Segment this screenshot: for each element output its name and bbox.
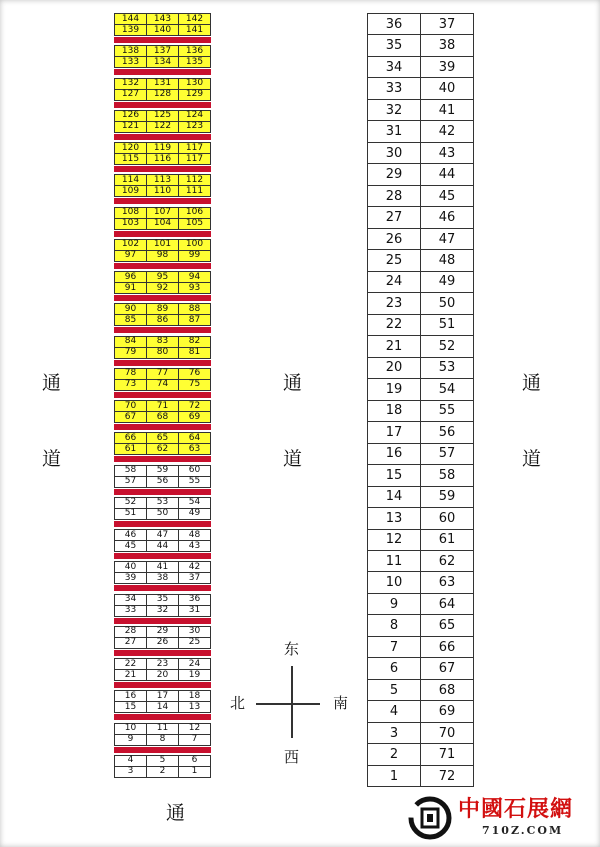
booth-cell: 37 [420, 13, 474, 35]
booth-cell: 10 [114, 723, 147, 735]
booth-cell: 63 [420, 571, 474, 593]
booth-cell: 124 [178, 110, 211, 122]
row-separator [114, 747, 211, 753]
booth-cell: 23 [367, 292, 421, 314]
booth-cell: 86 [146, 314, 179, 326]
booth-cell: 32 [146, 605, 179, 617]
booth-cell: 85 [114, 314, 147, 326]
row-separator [114, 360, 211, 366]
booth-cell: 69 [178, 411, 211, 423]
booth-cell: 8 [367, 614, 421, 636]
booth-cell: 134 [146, 56, 179, 68]
booth-cell: 129 [178, 89, 211, 101]
compass-horizontal-line [256, 703, 320, 705]
booth-cell: 142 [178, 13, 211, 25]
row-separator [114, 521, 211, 527]
row-separator [114, 489, 211, 495]
aisle-label-char: 通 [283, 372, 303, 394]
booth-cell: 79 [114, 347, 147, 359]
booth-cell: 24 [178, 658, 211, 670]
booth-cell: 117 [178, 153, 211, 165]
booth-cell: 132 [114, 78, 147, 90]
booth-cell: 82 [178, 336, 211, 348]
booth-cell: 18 [367, 400, 421, 422]
booth-cell: 137 [146, 45, 179, 57]
booth-cell: 57 [114, 476, 147, 488]
booth-cell: 46 [420, 206, 474, 228]
row-separator [114, 456, 211, 462]
booth-cell: 116 [146, 153, 179, 165]
booth-cell: 43 [178, 540, 211, 552]
booth-cell: 51 [420, 314, 474, 336]
booth-cell: 58 [420, 464, 474, 486]
row-separator [114, 327, 211, 333]
booth-cell: 111 [178, 185, 211, 197]
bottom-aisle-label: 通 [166, 802, 186, 824]
booth-cell: 45 [420, 185, 474, 207]
booth-cell: 29 [367, 163, 421, 185]
booth-cell: 27 [367, 206, 421, 228]
booth-cell: 90 [114, 303, 147, 315]
aisle-label-char: 通 [522, 372, 542, 394]
booth-cell: 55 [178, 476, 211, 488]
booth-cell: 64 [178, 432, 211, 444]
booth-cell: 20 [146, 669, 179, 681]
row-separator [114, 69, 211, 75]
booth-cell: 39 [114, 572, 147, 584]
booth-cell: 83 [146, 336, 179, 348]
booth-cell: 42 [178, 561, 211, 573]
booth-cell: 31 [178, 605, 211, 617]
booth-cell: 74 [146, 379, 179, 391]
booth-cell: 22 [114, 658, 147, 670]
booth-cell: 24 [367, 271, 421, 293]
booth-cell: 37 [178, 572, 211, 584]
compass-east-label: 东 [284, 640, 300, 658]
row-separator [114, 650, 211, 656]
booth-cell: 84 [114, 336, 147, 348]
booth-cell: 113 [146, 174, 179, 186]
booth-cell: 9 [114, 734, 147, 746]
booth-cell: 108 [114, 207, 147, 219]
booth-cell: 103 [114, 218, 147, 230]
booth-cell: 88 [178, 303, 211, 315]
booth-cell: 109 [114, 185, 147, 197]
booth-cell: 110 [146, 185, 179, 197]
booth-cell: 18 [178, 690, 211, 702]
booth-cell: 140 [146, 24, 179, 36]
row-separator [114, 198, 211, 204]
booth-cell: 38 [146, 572, 179, 584]
booth-cell: 63 [178, 443, 211, 455]
booth-cell: 57 [420, 443, 474, 465]
booth-cell: 66 [420, 636, 474, 658]
compass-vertical-line [291, 666, 293, 738]
booth-cell: 2 [367, 743, 421, 765]
booth-cell: 78 [114, 368, 147, 380]
booth-cell: 34 [367, 56, 421, 78]
booth-cell: 35 [146, 594, 179, 606]
booth-cell: 21 [114, 669, 147, 681]
booth-cell: 70 [420, 722, 474, 744]
booth-cell: 4 [114, 755, 147, 767]
booth-cell: 15 [114, 701, 147, 713]
booth-cell: 29 [146, 626, 179, 638]
aisle-label-char: 道 [283, 448, 303, 470]
booth-cell: 15 [367, 464, 421, 486]
booth-cell: 115 [114, 153, 147, 165]
booth-cell: 100 [178, 239, 211, 251]
booth-cell: 47 [146, 529, 179, 541]
booth-cell: 55 [420, 400, 474, 422]
booth-cell: 49 [420, 271, 474, 293]
booth-cell: 13 [178, 701, 211, 713]
booth-cell: 14 [367, 486, 421, 508]
booth-cell: 7 [367, 636, 421, 658]
booth-cell: 117 [178, 142, 211, 154]
booth-cell: 71 [146, 400, 179, 412]
row-separator [114, 682, 211, 688]
booth-cell: 27 [114, 637, 147, 649]
booth-cell: 58 [114, 465, 147, 477]
row-separator [114, 585, 211, 591]
booth-cell: 41 [420, 99, 474, 121]
booth-cell: 70 [114, 400, 147, 412]
logo-seal-icon [408, 796, 452, 840]
booth-cell: 68 [420, 679, 474, 701]
booth-cell: 144 [114, 13, 147, 25]
booth-cell: 47 [420, 228, 474, 250]
booth-cell: 52 [420, 335, 474, 357]
booth-cell: 44 [420, 163, 474, 185]
booth-cell: 2 [146, 766, 179, 778]
booth-cell: 51 [114, 508, 147, 520]
booth-cell: 136 [178, 45, 211, 57]
booth-cell: 73 [114, 379, 147, 391]
booth-cell: 120 [114, 142, 147, 154]
booth-cell: 52 [114, 497, 147, 509]
booth-cell: 123 [178, 121, 211, 133]
booth-cell: 45 [114, 540, 147, 552]
booth-cell: 122 [146, 121, 179, 133]
booth-cell: 1 [178, 766, 211, 778]
booth-cell: 30 [367, 142, 421, 164]
booth-cell: 42 [420, 120, 474, 142]
booth-cell: 77 [146, 368, 179, 380]
booth-cell: 81 [178, 347, 211, 359]
booth-cell: 28 [114, 626, 147, 638]
booth-cell: 53 [146, 497, 179, 509]
booth-cell: 76 [178, 368, 211, 380]
booth-cell: 49 [178, 508, 211, 520]
booth-cell: 125 [146, 110, 179, 122]
compass-north-label: 北 [230, 694, 246, 712]
booth-cell: 133 [114, 56, 147, 68]
booth-cell: 141 [178, 24, 211, 36]
booth-cell: 23 [146, 658, 179, 670]
booth-cell: 62 [420, 550, 474, 572]
booth-cell: 114 [114, 174, 147, 186]
booth-cell: 34 [114, 594, 147, 606]
booth-cell: 19 [178, 669, 211, 681]
booth-cell: 126 [114, 110, 147, 122]
booth-cell: 6 [178, 755, 211, 767]
booth-cell: 25 [178, 637, 211, 649]
booth-cell: 64 [420, 593, 474, 615]
row-separator [114, 424, 211, 430]
booth-cell: 3 [367, 722, 421, 744]
row-separator [114, 166, 211, 172]
row-separator [114, 102, 211, 108]
booth-cell: 56 [420, 421, 474, 443]
booth-cell: 21 [367, 335, 421, 357]
row-separator [114, 231, 211, 237]
booth-cell: 96 [114, 271, 147, 283]
booth-cell: 26 [367, 228, 421, 250]
booth-cell: 4 [367, 700, 421, 722]
booth-cell: 112 [178, 174, 211, 186]
booth-cell: 43 [420, 142, 474, 164]
booth-cell: 102 [114, 239, 147, 251]
booth-cell: 59 [146, 465, 179, 477]
booth-cell: 72 [420, 765, 474, 787]
booth-cell: 66 [114, 432, 147, 444]
booth-cell: 60 [178, 465, 211, 477]
booth-cell: 38 [420, 34, 474, 56]
row-separator [114, 263, 211, 269]
booth-cell: 94 [178, 271, 211, 283]
booth-cell: 67 [114, 411, 147, 423]
aisle-label-char: 道 [42, 448, 62, 470]
booth-cell: 106 [178, 207, 211, 219]
booth-cell: 68 [146, 411, 179, 423]
booth-cell: 143 [146, 13, 179, 25]
booth-cell: 41 [146, 561, 179, 573]
booth-cell: 10 [367, 571, 421, 593]
booth-cell: 19 [367, 378, 421, 400]
booth-cell: 8 [146, 734, 179, 746]
aisle-label-char: 通 [42, 372, 62, 394]
booth-cell: 40 [420, 77, 474, 99]
row-separator [114, 553, 211, 559]
row-separator [114, 134, 211, 140]
booth-cell: 26 [146, 637, 179, 649]
booth-cell: 130 [178, 78, 211, 90]
booth-cell: 127 [114, 89, 147, 101]
booth-cell: 48 [420, 249, 474, 271]
booth-cell: 105 [178, 218, 211, 230]
booth-cell: 138 [114, 45, 147, 57]
booth-cell: 40 [114, 561, 147, 573]
booth-cell: 1 [367, 765, 421, 787]
booth-cell: 104 [146, 218, 179, 230]
booth-cell: 31 [367, 120, 421, 142]
logo-url: 710Z.COM [482, 824, 564, 837]
booth-cell: 59 [420, 486, 474, 508]
aisle-label-char: 道 [522, 448, 542, 470]
booth-cell: 3 [114, 766, 147, 778]
booth-cell: 119 [146, 142, 179, 154]
booth-cell: 99 [178, 250, 211, 262]
booth-cell: 11 [146, 723, 179, 735]
booth-cell: 36 [367, 13, 421, 35]
compass-west-label: 西 [284, 748, 300, 766]
booth-cell: 14 [146, 701, 179, 713]
booth-cell: 89 [146, 303, 179, 315]
booth-cell: 50 [420, 292, 474, 314]
booth-cell: 69 [420, 700, 474, 722]
booth-cell: 65 [420, 614, 474, 636]
booth-cell: 139 [114, 24, 147, 36]
booth-cell: 107 [146, 207, 179, 219]
logo-name: 中國石展網 [458, 796, 574, 822]
compass-south-label: 南 [333, 694, 349, 712]
booth-cell: 54 [178, 497, 211, 509]
booth-cell: 95 [146, 271, 179, 283]
booth-cell: 12 [178, 723, 211, 735]
booth-cell: 25 [367, 249, 421, 271]
booth-cell: 28 [367, 185, 421, 207]
booth-cell: 128 [146, 89, 179, 101]
booth-cell: 98 [146, 250, 179, 262]
booth-cell: 61 [114, 443, 147, 455]
booth-cell: 33 [367, 77, 421, 99]
booth-cell: 16 [367, 443, 421, 465]
booth-cell: 60 [420, 507, 474, 529]
booth-cell: 97 [114, 250, 147, 262]
booth-cell: 67 [420, 657, 474, 679]
booth-cell: 62 [146, 443, 179, 455]
booth-cell: 30 [178, 626, 211, 638]
booth-cell: 22 [367, 314, 421, 336]
booth-cell: 7 [178, 734, 211, 746]
booth-cell: 56 [146, 476, 179, 488]
booth-cell: 13 [367, 507, 421, 529]
booth-cell: 135 [178, 56, 211, 68]
booth-cell: 33 [114, 605, 147, 617]
booth-cell: 20 [367, 357, 421, 379]
booth-cell: 44 [146, 540, 179, 552]
booth-cell: 54 [420, 378, 474, 400]
booth-cell: 101 [146, 239, 179, 251]
row-separator [114, 618, 211, 624]
booth-cell: 46 [114, 529, 147, 541]
booth-cell: 17 [367, 421, 421, 443]
booth-cell: 32 [367, 99, 421, 121]
booth-cell: 65 [146, 432, 179, 444]
booth-cell: 12 [367, 529, 421, 551]
booth-cell: 75 [178, 379, 211, 391]
booth-cell: 5 [367, 679, 421, 701]
booth-cell: 6 [367, 657, 421, 679]
booth-cell: 92 [146, 282, 179, 294]
booth-cell: 35 [367, 34, 421, 56]
booth-cell: 80 [146, 347, 179, 359]
booth-cell: 48 [178, 529, 211, 541]
row-separator [114, 714, 211, 720]
booth-cell: 50 [146, 508, 179, 520]
row-separator [114, 392, 211, 398]
booth-cell: 93 [178, 282, 211, 294]
booth-cell: 131 [146, 78, 179, 90]
booth-cell: 91 [114, 282, 147, 294]
booth-cell: 11 [367, 550, 421, 572]
booth-cell: 16 [114, 690, 147, 702]
booth-cell: 72 [178, 400, 211, 412]
booth-cell: 87 [178, 314, 211, 326]
booth-cell: 71 [420, 743, 474, 765]
booth-cell: 121 [114, 121, 147, 133]
row-separator [114, 295, 211, 301]
booth-cell: 39 [420, 56, 474, 78]
booth-cell: 53 [420, 357, 474, 379]
booth-cell: 17 [146, 690, 179, 702]
booth-cell: 36 [178, 594, 211, 606]
booth-cell: 9 [367, 593, 421, 615]
row-separator [114, 37, 211, 43]
booth-cell: 5 [146, 755, 179, 767]
booth-cell: 61 [420, 529, 474, 551]
